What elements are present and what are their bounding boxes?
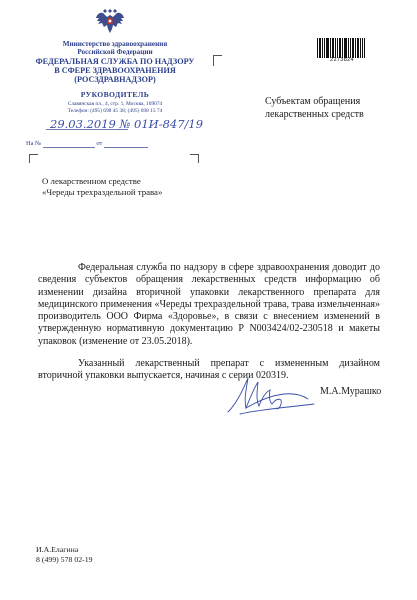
signer-name: М.А.Мурашко [320, 386, 382, 397]
barcode-number: 2273824 [330, 57, 354, 63]
double-headed-eagle-icon [94, 6, 126, 36]
recipient-corner [213, 55, 222, 66]
reference-date-field [104, 140, 148, 148]
handwritten-signature [222, 368, 318, 418]
recipient-block: Субъектам обращения лекарственных средств [265, 96, 364, 120]
reference-line [26, 140, 148, 148]
body-paragraph-1: Федеральная служба по надзору в сфере здравоохранения доводит до сведения субъектов обращения лекарственных средств информацию об изменении дизайна вторичной упаковки лекарственного препарата для медицинского применения «Череды трехраздельной трава, трава измельченная» производитель ООО Фирма «Здоровье», в связи с внесением изменений в утвержденную нормативную документацию Р N003424/02-230518 и макеты упаковок (изменение от 23.05.2018). [38, 262, 380, 347]
handwritten-date-number [48, 115, 203, 132]
role-title: РУКОВОДИТЕЛЬ [80, 90, 150, 99]
reference-number-label: На № [26, 140, 42, 147]
body-paragraph-2: Указанный лекарственный препарат с измененным дизайном вторичной упаковки выпускается, начиная с серии 020319. [38, 358, 380, 382]
executor-info [36, 545, 93, 565]
address-corner-left [29, 154, 38, 163]
address-corner-right [190, 154, 199, 163]
ministry-name: Министерство здравоохранения Российской Федерации [62, 40, 168, 57]
barcode-icon [317, 38, 365, 58]
svg-text:29.03.2019 № 01И-847/19: 29.03.2019 № 01И-847/19 [50, 117, 203, 131]
reference-from-label: от [96, 140, 103, 147]
reference-number-field [43, 140, 95, 148]
executor-name: И.А.Елагина [36, 545, 79, 554]
letter-body [38, 262, 380, 393]
letter-subject: О лекарственном средстве «Череды трехраздельной трава» [42, 176, 163, 197]
executor-phone: 8 (499) 578 02-19 [36, 555, 93, 564]
agency-name: ФЕДЕРАЛЬНАЯ СЛУЖБА ПО НАДЗОРУ В СФЕРЕ ЗДРАВООХРАНЕНИЯ (РОСЗДРАВНАДЗОР) [35, 57, 195, 85]
agency-address: Славянская пл., 4, стр. 1, Москва, 109074 Телефон: (495) 698 45 38; (495) 698 15 74 [67, 101, 163, 114]
